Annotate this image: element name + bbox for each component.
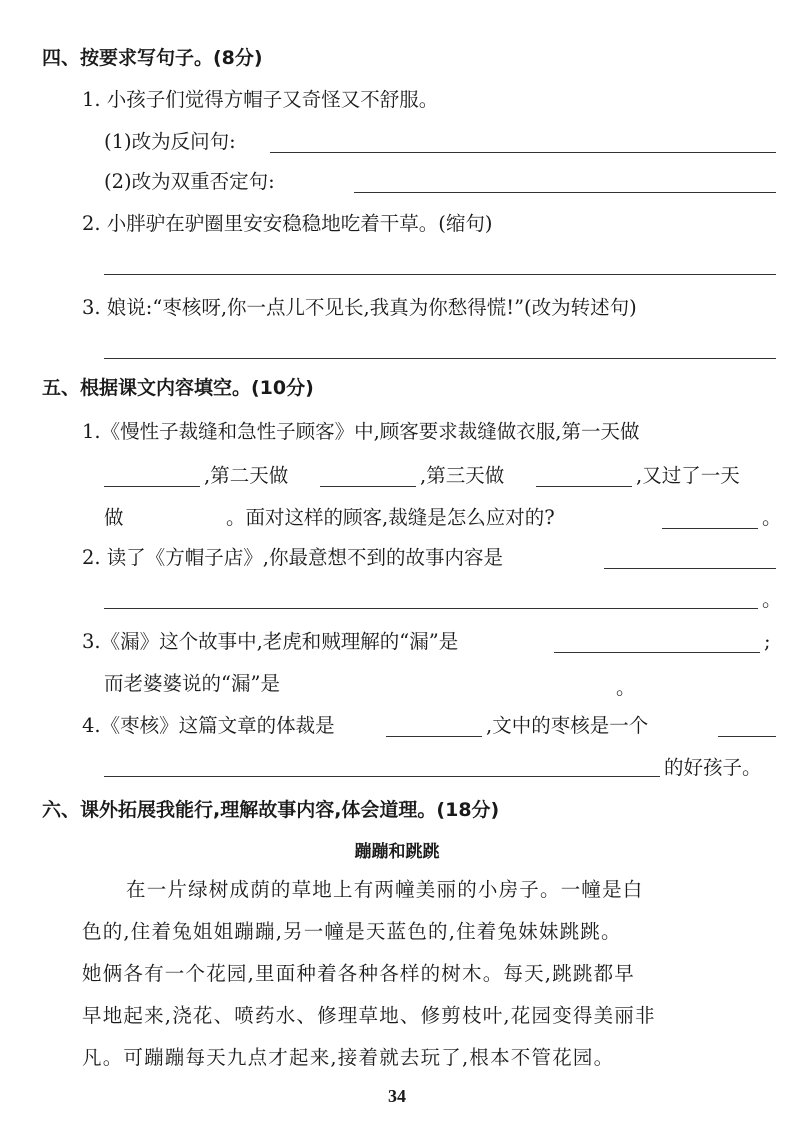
answer-blank-5-4b[interactable] [718,736,776,737]
question-5-2-end: 。 [762,588,782,611]
story-line-3: 她俩各有一个花园,里面种着各种各样的树木。每天,跳跳都早 [82,962,635,985]
section-5-heading: 五、根据课文内容填空。(10分) [42,377,314,399]
question-5-3-end: 。 [616,676,636,699]
answer-blank-4-3[interactable] [104,358,776,359]
answer-blank-5-2a[interactable] [604,568,776,569]
question-4-1a: (1)改为反问句: [104,130,236,153]
answer-blank-5-1-day2[interactable] [320,486,416,487]
section-4-heading: 四、按要求写句子。(8分) [42,47,263,69]
question-4-1b: (2)改为双重否定句: [104,170,275,193]
story-line-1: 在一片绿树成荫的草地上有两幢美丽的小房子。一幢是白 [126,878,644,901]
answer-blank-5-2b[interactable] [104,608,758,609]
answer-blank-4-1b[interactable] [354,192,776,193]
page-number: 34 [388,1086,406,1106]
answer-blank-5-1-day3[interactable] [536,486,632,487]
question-4-3: 3. 娘说:“枣核呀,你一点儿不见长,我真为你愁得慌!”(改为转述句) [82,296,637,319]
answer-blank-5-1-day4[interactable] [132,528,222,529]
question-5-4-mid: ,文中的枣核是一个 [486,714,649,737]
answer-blank-5-1-day1[interactable] [104,486,200,487]
question-5-1-zuo: 做 [104,506,124,529]
answer-blank-5-3b[interactable] [334,694,610,695]
question-5-4: 4.《枣核》这篇文章的体裁是 [82,714,335,737]
answer-blank-5-4c[interactable] [104,776,660,777]
story-line-2: 色的,住着兔姐姐蹦蹦,另一幢是天蓝色的,住着兔妹妹跳跳。 [82,920,622,943]
question-5-3-semicolon: ; [764,630,771,653]
question-5-1-more-label: ,又过了一天 [636,464,740,487]
question-5-1-day3-label: ,第三天做 [420,464,505,487]
answer-blank-4-2[interactable] [104,274,776,275]
answer-blank-5-4a[interactable] [386,736,482,737]
answer-blank-5-3a[interactable] [554,652,760,653]
question-5-3: 3.《漏》这个故事中,老虎和贼理解的“漏”是 [82,630,459,653]
story-title: 蹦蹦和跳跳 [354,842,440,862]
question-5-2: 2. 读了《方帽子店》,你最意想不到的故事内容是 [82,546,504,569]
question-5-4-end: 的好孩子。 [664,756,762,779]
answer-blank-4-1a[interactable] [270,152,776,153]
question-5-1: 1.《慢性子裁缝和急性子顾客》中,顾客要求裁缝做衣服,第一天做 [82,420,640,443]
question-5-3b: 而老婆婆说的“漏”是 [104,672,280,695]
question-5-1-rest: 。面对这样的顾客,裁缝是怎么应对的? [226,506,555,529]
story-line-5: 凡。可蹦蹦每天九点才起来,接着就去玩了,根本不管花园。 [82,1046,615,1069]
question-5-1-end: 。 [762,506,782,529]
question-4-2: 2. 小胖驴在驴圈里安安稳稳地吃着干草。(缩句) [82,212,493,235]
answer-blank-5-1-response[interactable] [662,528,758,529]
section-6-heading: 六、课外拓展我能行,理解故事内容,体会道理。(18分) [42,799,500,821]
question-4-1: 1. 小孩子们觉得方帽子又奇怪又不舒服。 [82,88,439,111]
question-5-1-day2-label: ,第二天做 [204,464,289,487]
story-line-4: 早地起来,浇花、喷药水、修理草地、修剪枝叶,花园变得美丽非 [82,1004,656,1027]
